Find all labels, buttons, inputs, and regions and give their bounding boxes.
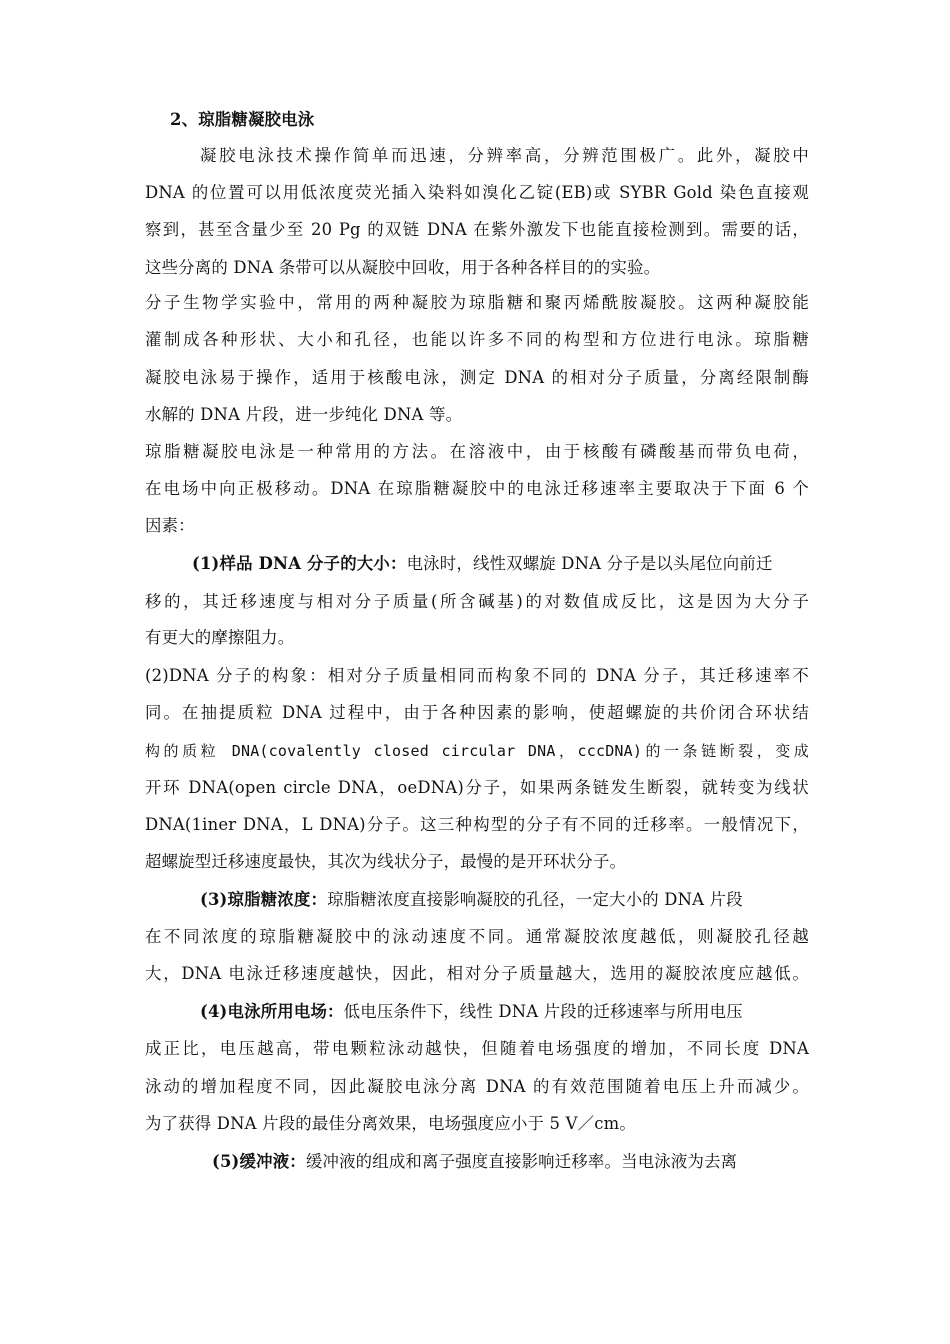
paragraph-line: 泳动的增加程度不同，因此凝胶电泳分离 DNA 的有效范围随着电压上升而减少。	[145, 1077, 809, 1096]
paragraph-line: 水解的 DNA 片段，进一步纯化 DNA 等。	[145, 405, 463, 424]
paragraph-line: 有更大的摩擦阻力。	[145, 628, 295, 647]
paragraph-line: 大，DNA 电泳迁移速度越快，因此，相对分子质量越大，选用的凝胶浓度应越低。	[145, 964, 809, 983]
paragraph-line: DNA(1iner DNA，L DNA)分子。这三种构型的分子有不同的迁移率。一般情况下，	[145, 815, 809, 834]
factor-5-line	[212, 1152, 809, 1172]
factor-1-line	[192, 554, 809, 574]
paragraph-line: 凝胶电泳易于操作，适用于核酸电泳，测定 DNA 的相对分子质量，分离经限制酶	[145, 368, 809, 387]
paragraph-line: 移的，其迁移速度与相对分子质量(所含碱基)的对数值成反比，这是因为大分子	[145, 592, 809, 611]
paragraph-line: 分子生物学实验中，常用的两种凝胶为琼脂糖和聚丙烯酰胺凝胶。这两种凝胶能	[145, 293, 809, 312]
factor-1-text: 电泳时，线性双螺旋 DNA 分子是以头尾位向前迁	[406, 554, 773, 573]
paragraph-line: 这些分离的 DNA 条带可以从凝胶中回收，用于各种各样目的的实验。	[145, 258, 661, 277]
paragraph-line: 察到，甚至含量少至 20 Pg 的双链 DNA 在紫外激发下也能直接检测到。需要的话，	[145, 220, 809, 239]
factor-5-text: 缓冲液的组成和离子强度直接影响迁移率。当电泳液为去离	[305, 1152, 738, 1171]
factor-4-line	[200, 1002, 809, 1022]
paragraph-line: 成正比，电压越高，带电颗粒泳动越快，但随着电场强度的增加，不同长度 DNA	[145, 1039, 809, 1058]
paragraph-line: 琼脂糖凝胶电泳是一种常用的方法。在溶液中，由于核酸有磷酸基而带负电荷，	[145, 442, 809, 461]
paragraph-line: DNA 的位置可以用低浓度荧光插入染料如溴化乙锭(EB)或 SYBR Gold 染色直接观	[145, 183, 809, 202]
paragraph-line: 开环 DNA(open circle DNA，oeDNA)分子，如果两条链发生断裂，就转变为线状	[145, 778, 809, 797]
paragraph-line: 超螺旋型迁移速度最快，其次为线状分子，最慢的是开环状分子。	[145, 852, 627, 871]
factor-3-line	[200, 890, 809, 910]
factor-5-label: (5)缓冲液：	[212, 1152, 306, 1171]
paragraph-line: 同。在抽提质粒 DNA 过程中，由于各种因素的影响，使超螺旋的共价闭合环状结	[145, 703, 809, 722]
factor-3-label: (3)琼脂糖浓度：	[200, 890, 328, 909]
paragraph-line: 灌制成各种形状、大小和孔径，也能以许多不同的构型和方位进行电泳。琼脂糖	[145, 330, 809, 349]
section-heading: 2、琼脂糖凝胶电泳	[170, 110, 315, 129]
factor-1-label: (1)样品 DNA 分子的大小：	[192, 554, 407, 573]
paragraph-line: 因素：	[145, 516, 195, 535]
paragraph-line: 在不同浓度的琼脂糖凝胶中的泳动速度不同。通常凝胶浓度越低，则凝胶孔径越	[145, 927, 809, 946]
paragraph-line: 构的质粒 DNA(covalently closed circular DNA，cccDNA)的一条链断裂，变成	[145, 742, 809, 760]
paragraph-line: 为了获得 DNA 片段的最佳分离效果，电场强度应小于 5 V／cm。	[145, 1114, 636, 1133]
paragraph-line: 凝胶电泳技术操作简单而迅速，分辨率高，分辨范围极广。此外，凝胶中	[200, 146, 809, 165]
factor-4-text: 低电压条件下，线性 DNA 片段的迁移速率与所用电压	[343, 1002, 743, 1021]
paragraph-line: (2)DNA 分子的构象：相对分子质量相同而构象不同的 DNA 分子，其迁移速率不	[145, 666, 809, 685]
factor-4-label: (4)电泳所用电场：	[200, 1002, 344, 1021]
paragraph-line: 在电场中向正极移动。DNA 在琼脂糖凝胶中的电泳迁移速率主要取决于下面 6 个	[145, 479, 809, 498]
factor-3-text: 琼脂糖浓度直接影响凝胶的孔径，一定大小的 DNA 片段	[327, 890, 743, 909]
